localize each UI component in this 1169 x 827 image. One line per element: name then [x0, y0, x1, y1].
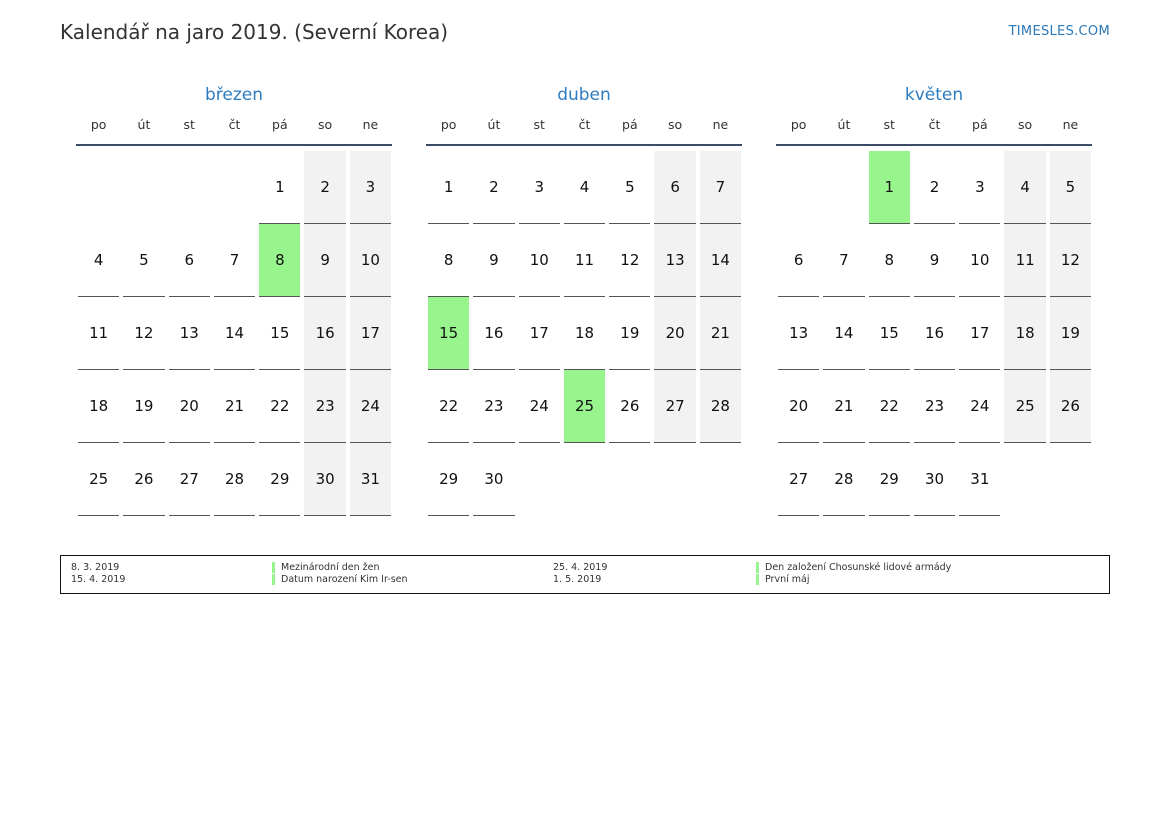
- day-cell: 15: [869, 297, 910, 370]
- month-april: [426, 82, 742, 516]
- day-cell: 19: [609, 297, 650, 370]
- day-cell: 6: [778, 224, 819, 297]
- day-cell: 19: [1050, 297, 1091, 370]
- day-cell: 30: [914, 443, 955, 516]
- day-cell: 11: [78, 297, 119, 370]
- days-grid: [426, 151, 742, 516]
- day-cell: 10: [350, 224, 391, 297]
- day-cell: 24: [959, 370, 1000, 443]
- day-cell: 12: [1050, 224, 1091, 297]
- day-cell: 20: [169, 370, 210, 443]
- day-cell: 22: [259, 370, 300, 443]
- day-cell: 16: [473, 297, 514, 370]
- day-cell: 30: [304, 443, 345, 516]
- weekday-header: [776, 114, 1092, 146]
- weekday-label: st: [883, 117, 895, 132]
- day-cell: 28: [214, 443, 255, 516]
- day-cell: 29: [259, 443, 300, 516]
- day-cell: 30: [473, 443, 514, 516]
- legend-date: 25. 4. 2019: [553, 562, 608, 573]
- weekday-label: čt: [578, 117, 591, 132]
- day-cell: 21: [214, 370, 255, 443]
- month-march: [76, 82, 392, 516]
- day-cell: 8: [428, 224, 469, 297]
- day-cell: 2: [914, 151, 955, 224]
- weekday-header: [426, 114, 742, 146]
- empty-cell: [214, 151, 255, 224]
- weekday-label: st: [183, 117, 195, 132]
- day-cell: 15: [259, 297, 300, 370]
- day-cell: 8: [869, 224, 910, 297]
- weekday-label: ne: [712, 117, 729, 132]
- days-grid: [76, 151, 392, 516]
- day-cell: 3: [350, 151, 391, 224]
- day-cell: 14: [214, 297, 255, 370]
- day-cell: 16: [914, 297, 955, 370]
- day-cell: 13: [654, 224, 695, 297]
- day-cell: 2: [304, 151, 345, 224]
- legend-date: 1. 5. 2019: [553, 574, 602, 585]
- legend-holiday-name: Mezinárodní den žen: [272, 562, 380, 573]
- month-title: květen: [904, 85, 964, 105]
- legend-date: 8. 3. 2019: [71, 562, 120, 573]
- day-cell: 14: [700, 224, 741, 297]
- day-cell: 18: [78, 370, 119, 443]
- weekday-label: pá: [972, 117, 988, 132]
- holiday-day-cell: 25: [564, 370, 605, 443]
- weekday-header: [76, 114, 392, 146]
- day-cell: 31: [959, 443, 1000, 516]
- day-cell: 13: [778, 297, 819, 370]
- day-cell: 4: [1004, 151, 1045, 224]
- day-cell: 10: [519, 224, 560, 297]
- day-cell: 21: [823, 370, 864, 443]
- empty-cell: [778, 151, 819, 224]
- day-cell: 3: [519, 151, 560, 224]
- day-cell: 21: [700, 297, 741, 370]
- day-cell: 18: [1004, 297, 1045, 370]
- empty-cell: [78, 151, 119, 224]
- empty-cell: [823, 151, 864, 224]
- weekday-label: ne: [1062, 117, 1079, 132]
- weekday-label: po: [440, 117, 457, 132]
- weekday-label: ne: [362, 117, 379, 132]
- day-cell: 28: [700, 370, 741, 443]
- day-cell: 1: [428, 151, 469, 224]
- day-cell: 17: [519, 297, 560, 370]
- day-cell: 22: [869, 370, 910, 443]
- day-cell: 2: [473, 151, 514, 224]
- day-cell: 26: [609, 370, 650, 443]
- day-cell: 16: [304, 297, 345, 370]
- legend-holiday-name: Datum narození Kim Ir-sen: [272, 574, 408, 585]
- day-cell: 17: [959, 297, 1000, 370]
- weekday-label: so: [1018, 117, 1033, 132]
- day-cell: 7: [214, 224, 255, 297]
- day-cell: 10: [959, 224, 1000, 297]
- holiday-day-cell: 15: [428, 297, 469, 370]
- day-cell: 9: [473, 224, 514, 297]
- page-title: Kalendář na jaro 2019. (Severní Korea): [60, 20, 449, 44]
- weekday-label: so: [318, 117, 333, 132]
- day-cell: 20: [778, 370, 819, 443]
- day-cell: 26: [123, 443, 164, 516]
- day-cell: 24: [350, 370, 391, 443]
- day-cell: 4: [78, 224, 119, 297]
- day-cell: 17: [350, 297, 391, 370]
- day-cell: 28: [823, 443, 864, 516]
- weekday-label: út: [137, 117, 151, 132]
- weekday-label: pá: [622, 117, 638, 132]
- day-cell: 6: [654, 151, 695, 224]
- day-cell: 13: [169, 297, 210, 370]
- weekday-label: st: [533, 117, 545, 132]
- day-cell: 9: [914, 224, 955, 297]
- legend-date: 15. 4. 2019: [71, 574, 126, 585]
- weekday-label: po: [90, 117, 107, 132]
- weekday-label: čt: [228, 117, 241, 132]
- day-cell: 26: [1050, 370, 1091, 443]
- day-cell: 25: [78, 443, 119, 516]
- empty-cell: [169, 151, 210, 224]
- day-cell: 12: [123, 297, 164, 370]
- day-cell: 23: [473, 370, 514, 443]
- weekday-label: so: [668, 117, 683, 132]
- holiday-legend: [60, 555, 1110, 594]
- day-cell: 5: [1050, 151, 1091, 224]
- day-cell: 11: [564, 224, 605, 297]
- day-cell: 1: [259, 151, 300, 224]
- day-cell: 20: [654, 297, 695, 370]
- day-cell: 3: [959, 151, 1000, 224]
- holiday-day-cell: 8: [259, 224, 300, 297]
- month-title: duben: [557, 85, 611, 105]
- day-cell: 7: [700, 151, 741, 224]
- day-cell: 27: [654, 370, 695, 443]
- weekday-label: po: [790, 117, 807, 132]
- weekday-label: út: [487, 117, 501, 132]
- day-cell: 14: [823, 297, 864, 370]
- weekday-label: pá: [272, 117, 288, 132]
- day-cell: 27: [778, 443, 819, 516]
- month-title: březen: [204, 85, 264, 105]
- day-cell: 9: [304, 224, 345, 297]
- day-cell: 22: [428, 370, 469, 443]
- weekday-label: út: [837, 117, 851, 132]
- day-cell: 23: [914, 370, 955, 443]
- day-cell: 7: [823, 224, 864, 297]
- month-may: [776, 82, 1092, 516]
- day-cell: 29: [428, 443, 469, 516]
- day-cell: 4: [564, 151, 605, 224]
- legend-holiday-name: První máj: [756, 574, 810, 585]
- day-cell: 5: [609, 151, 650, 224]
- day-cell: 27: [169, 443, 210, 516]
- day-cell: 24: [519, 370, 560, 443]
- day-cell: 5: [123, 224, 164, 297]
- day-cell: 12: [609, 224, 650, 297]
- day-cell: 25: [1004, 370, 1045, 443]
- brand-link[interactable]: TIMESLES.COM: [1008, 24, 1110, 39]
- day-cell: 23: [304, 370, 345, 443]
- holiday-day-cell: 1: [869, 151, 910, 224]
- day-cell: 6: [169, 224, 210, 297]
- day-cell: 31: [350, 443, 391, 516]
- weekday-label: čt: [928, 117, 941, 132]
- day-cell: 11: [1004, 224, 1045, 297]
- day-cell: 19: [123, 370, 164, 443]
- empty-cell: [123, 151, 164, 224]
- day-cell: 18: [564, 297, 605, 370]
- legend-holiday-name: Den založení Chosunské lidové armády: [756, 562, 951, 573]
- days-grid: [776, 151, 1092, 516]
- day-cell: 29: [869, 443, 910, 516]
